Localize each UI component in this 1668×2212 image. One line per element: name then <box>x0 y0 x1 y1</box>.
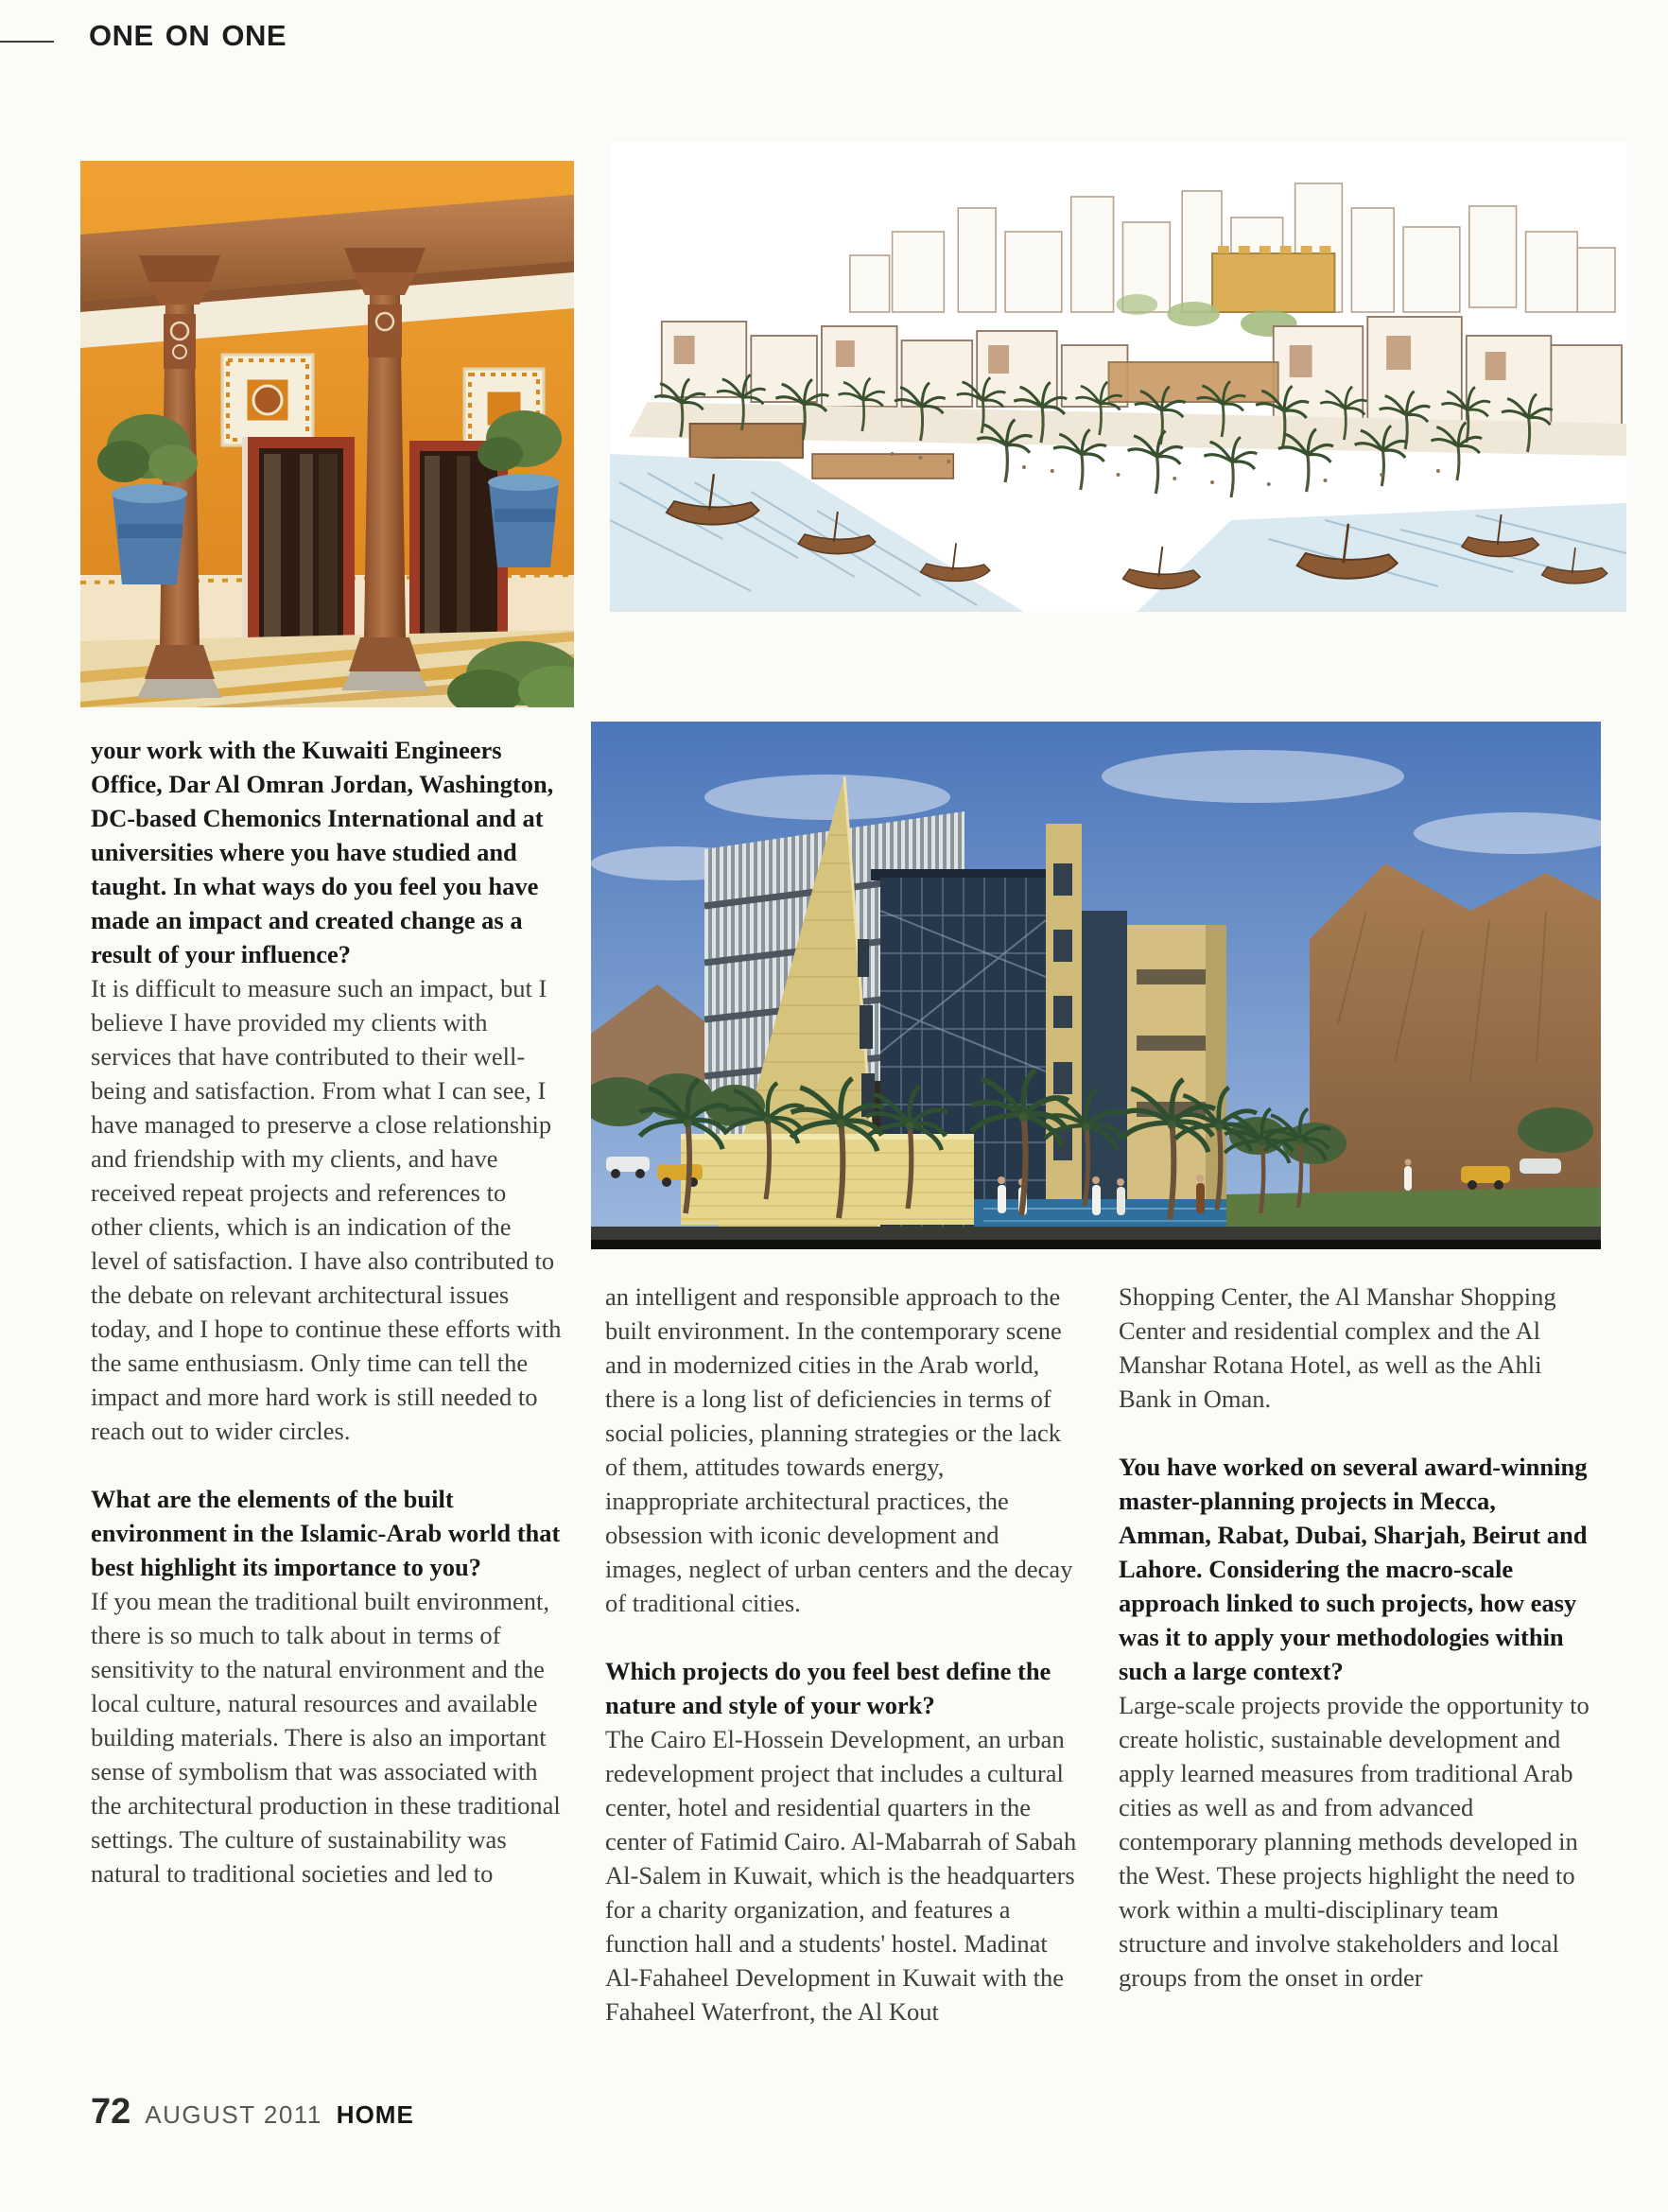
magazine-name: HOME <box>336 2100 414 2129</box>
answer-paragraph: Large-scale projects provide the opportunity to create holistic, sustainable development and apply learned measures from traditional Arab cities as well as and from advanced contemporary planning methods developed in the West. These projects highlight the need to work within a multi-disciplinary team structure and involve stakeholders and local groups from the onset in order <box>1119 1691 1590 1992</box>
section-label: ONE ON ONE <box>89 19 287 52</box>
column-middle <box>605 1280 1078 2063</box>
question-paragraph: your work with the Kuwaiti Engineers Office, Dar Al Omran Jordan, Washington, DC-based Chemonics International and at universities where you have studied and taught. In what ways do you feel you have made an impact and created change as a result of your influence? <box>91 736 554 968</box>
lawn <box>1226 1187 1601 1232</box>
foreground-wall <box>681 1134 974 1225</box>
building-render <box>591 722 1601 1249</box>
column-right <box>1119 1280 1591 2029</box>
wall-medallion <box>222 355 313 445</box>
question-paragraph: You have worked on several award-winning master-planning projects in Mecca, Amman, Rabat, Dubai, Sharjah, Beirut and Lahore. Considering the macro-scale approach linked to such projects, how easy was it to apply your methodologies within such a large context? <box>1119 1453 1588 1685</box>
courtyard-photo-illustration <box>80 161 574 707</box>
question-paragraph: Which projects do you feel best define the nature and style of your work? <box>605 1657 1051 1719</box>
plaza-pool <box>974 1199 1248 1231</box>
page-number: 72 <box>91 2092 131 2132</box>
answer-paragraph: It is difficult to measure such an impact, but I believe I have provided my clients with services that have contributed to their well-being and satisfaction. From what I can see, I have managed to preserve a close relationship and friendship with my clients, and have received repeat projects and references to other clients, which is an indication of the level of satisfaction. I have also contributed to the debate on relevant architectural issues today, and I hope to continue these efforts with the same enthusiasm. Only time can tell the impact and more hard work is still needed to reach out to wider circles. <box>91 974 562 1445</box>
courtyard-photo <box>80 161 574 707</box>
waterfront-sketch <box>610 142 1626 612</box>
question-paragraph: What are the elements of the built environment in the Islamic-Arab world that best highlight its importance to you? <box>91 1485 561 1581</box>
page-footer <box>91 2092 414 2133</box>
waterfront-sketch-illustration <box>610 142 1626 612</box>
building-render-illustration <box>591 722 1601 1249</box>
issue-date: AUGUST 2011 <box>145 2100 322 2129</box>
yellow-pylon <box>1046 824 1082 1246</box>
column-left <box>91 733 564 1925</box>
road <box>591 1227 1601 1240</box>
answer-paragraph: an intelligent and responsible approach to the built environment. In the contemporary scene and in modernized cities in the Arab world, there is a long list of deficiencies in terms of social policies, planning strategies or the lack of them, attitudes towards energy, inappropriate architectural practices, the obsession with iconic development and images, neglect of urban centers and the decay of traditional cities. <box>605 1282 1073 1617</box>
sketch-fort <box>1212 246 1334 312</box>
answer-paragraph: The Cairo El-Hossein Development, an urban redevelopment project that includes a cultural center, hotel and residential quarters in the center of Fatimid Cairo. Al-Mabarrah of Sabah Al-Salem in Kuwait, which is the headquarters for a charity organization, and features a function hall and a students' hostel. Madinat Al-Fahaheel Development in Kuwait with the Fahaheel Waterfront, the Al Kout <box>605 1725 1077 2026</box>
answer-paragraph: If you mean the traditional built environment, there is so much to talk about in terms of sensitivity to the natural environment and the local culture, natural resources and available building materials. There is also an important sense of symbolism that was associated with the architectural production in these traditional settings. The culture of sustainability was natural to traditional societies and led to <box>91 1587 561 1888</box>
header-rule <box>0 41 54 43</box>
answer-paragraph: Shopping Center, the Al Manshar Shopping Center and residential complex and the Al Manshar Rotana Hotel, as well as the Ahli Bank in Oman. <box>1119 1282 1556 1413</box>
